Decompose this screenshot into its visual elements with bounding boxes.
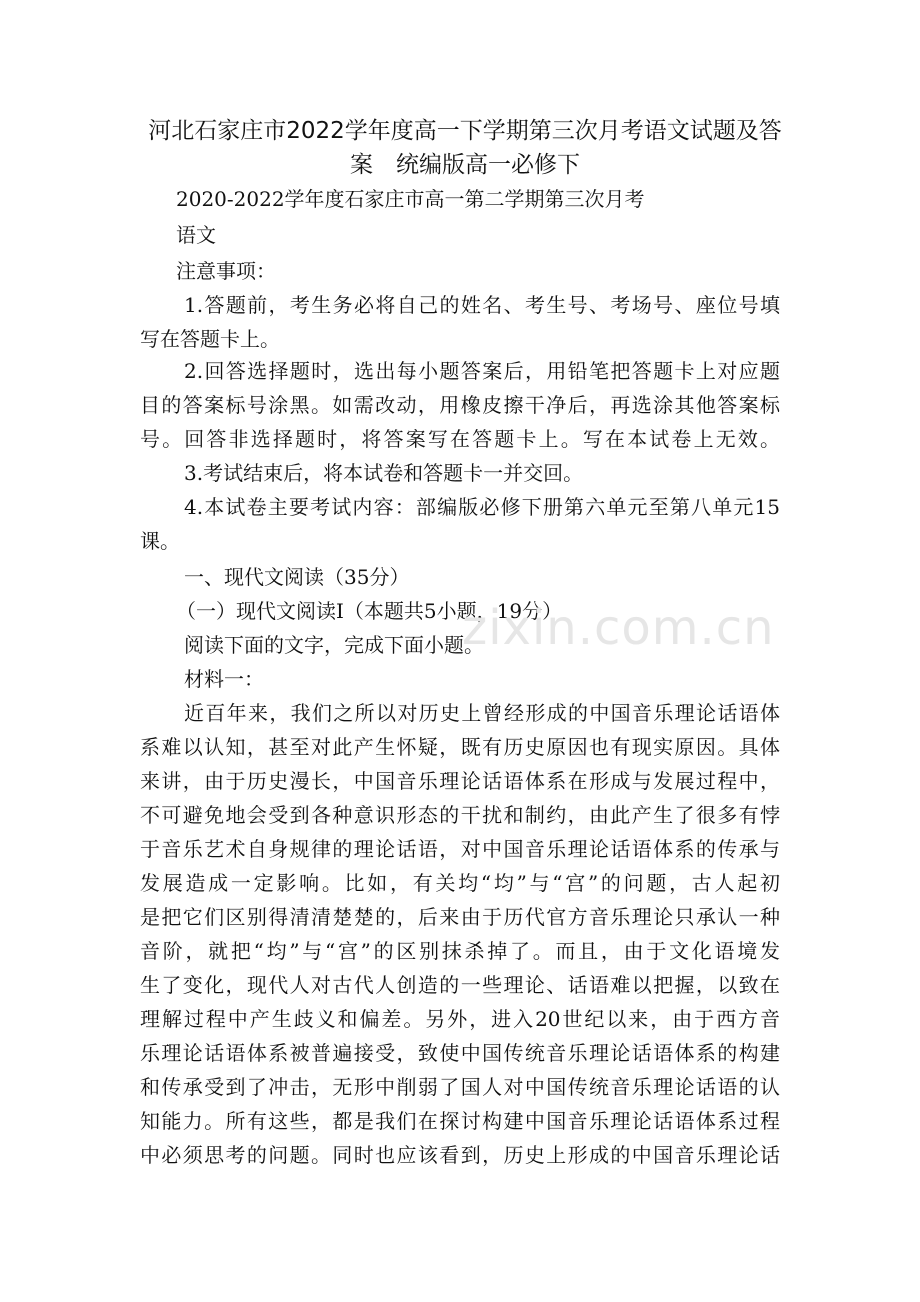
paragraph-line: 近百年来，我们之所以对历史上曾经形成的中国音乐理论话语体: [184, 701, 780, 725]
paragraph-line: 理解过程中产生歧义和偏差。另外，进入20世纪以来，由于西方音: [140, 1007, 780, 1031]
section-heading: 一、现代文阅读（35分）: [184, 565, 410, 589]
note-3: 3.考试结束后，将本试卷和答题卡一并交回。: [184, 461, 584, 485]
reading-instruction: 阅读下面的文字，完成下面小题。: [184, 633, 484, 657]
note-2-line-2: 目的答案标号涂黑。如需改动，用橡皮擦干净后，再选涂其他答案标: [140, 393, 780, 417]
exam-subtitle: 2020-2022学年度石家庄市高一第二学期第三次月考: [176, 187, 645, 211]
note-2-line-3: 号。回答非选择题时，将答案写在答题卡上。写在本试卷上无效。: [140, 427, 780, 451]
note-4-line-1: 4.本试卷主要考试内容：部编版必修下册第六单元至第八单元15: [184, 495, 780, 519]
paragraph-line: 系难以认知，甚至对此产生怀疑，既有历史原因也有现实原因。具体: [140, 735, 780, 759]
paragraph-line: 来讲，由于历史漫长，中国音乐理论话语体系在形成与发展过程中，: [140, 769, 780, 793]
paragraph-line: 乐理论话语体系被普遍接受，致使中国传统音乐理论话语体系的构建: [140, 1041, 780, 1065]
note-2-line-1: 2.回答选择题时，选出每小题答案后，用铅笔把答题卡上对应题: [184, 359, 780, 383]
paragraph-line: 不可避免地会受到各种意识形态的干扰和制约，由此产生了很多有悖: [140, 803, 780, 827]
subject-label: 语文: [176, 223, 216, 247]
paragraph-line: 生了变化，现代人对古代人创造的一些理论、话语难以把握，以致在: [140, 973, 780, 997]
title-line-2: 案 统编版高一必修下: [350, 152, 580, 178]
document-title: [140, 114, 790, 182]
note-4-line-2: 课。: [140, 529, 180, 553]
title-line-1: 河北石家庄市2022学年度高一下学期第三次月考语文试题及答: [148, 118, 782, 144]
paragraph-line: 发展造成一定影响。比如，有关均“均”与“宫”的问题，古人起初: [140, 871, 780, 895]
watermark: zixin.com.cn: [462, 600, 775, 656]
paragraph-line: 和传承受到了冲击，无形中削弱了国人对中国传统音乐理论话语的认: [140, 1075, 780, 1099]
subsection-heading: （一）现代文阅读Ⅰ（本题共5小题，19分）: [176, 599, 563, 623]
material-label: 材料一：: [184, 667, 264, 691]
paragraph-line: 是把它们区别得清清楚楚的，后来由于历代官方音乐理论只承认一种: [140, 905, 780, 929]
notes-heading: 注意事项：: [176, 259, 276, 283]
paragraph-line: 于音乐艺术自身规律的理论话语，对中国音乐理论话语体系的传承与: [140, 837, 780, 861]
paragraph-line: 音阶，就把“均”与“宫”的区别抹杀掉了。而且，由于文化语境发: [140, 939, 780, 963]
paragraph-line: 中必须思考的问题。同时也应该看到，历史上形成的中国音乐理论话: [140, 1143, 780, 1167]
note-1-line-2: 写在答题卡上。: [140, 327, 280, 351]
note-1-line-1: 1.答题前，考生务必将自己的姓名、考生号、考场号、座位号填: [184, 293, 780, 317]
paragraph-line: 知能力。所有这些，都是我们在探讨构建中国音乐理论话语体系过程: [140, 1109, 780, 1133]
